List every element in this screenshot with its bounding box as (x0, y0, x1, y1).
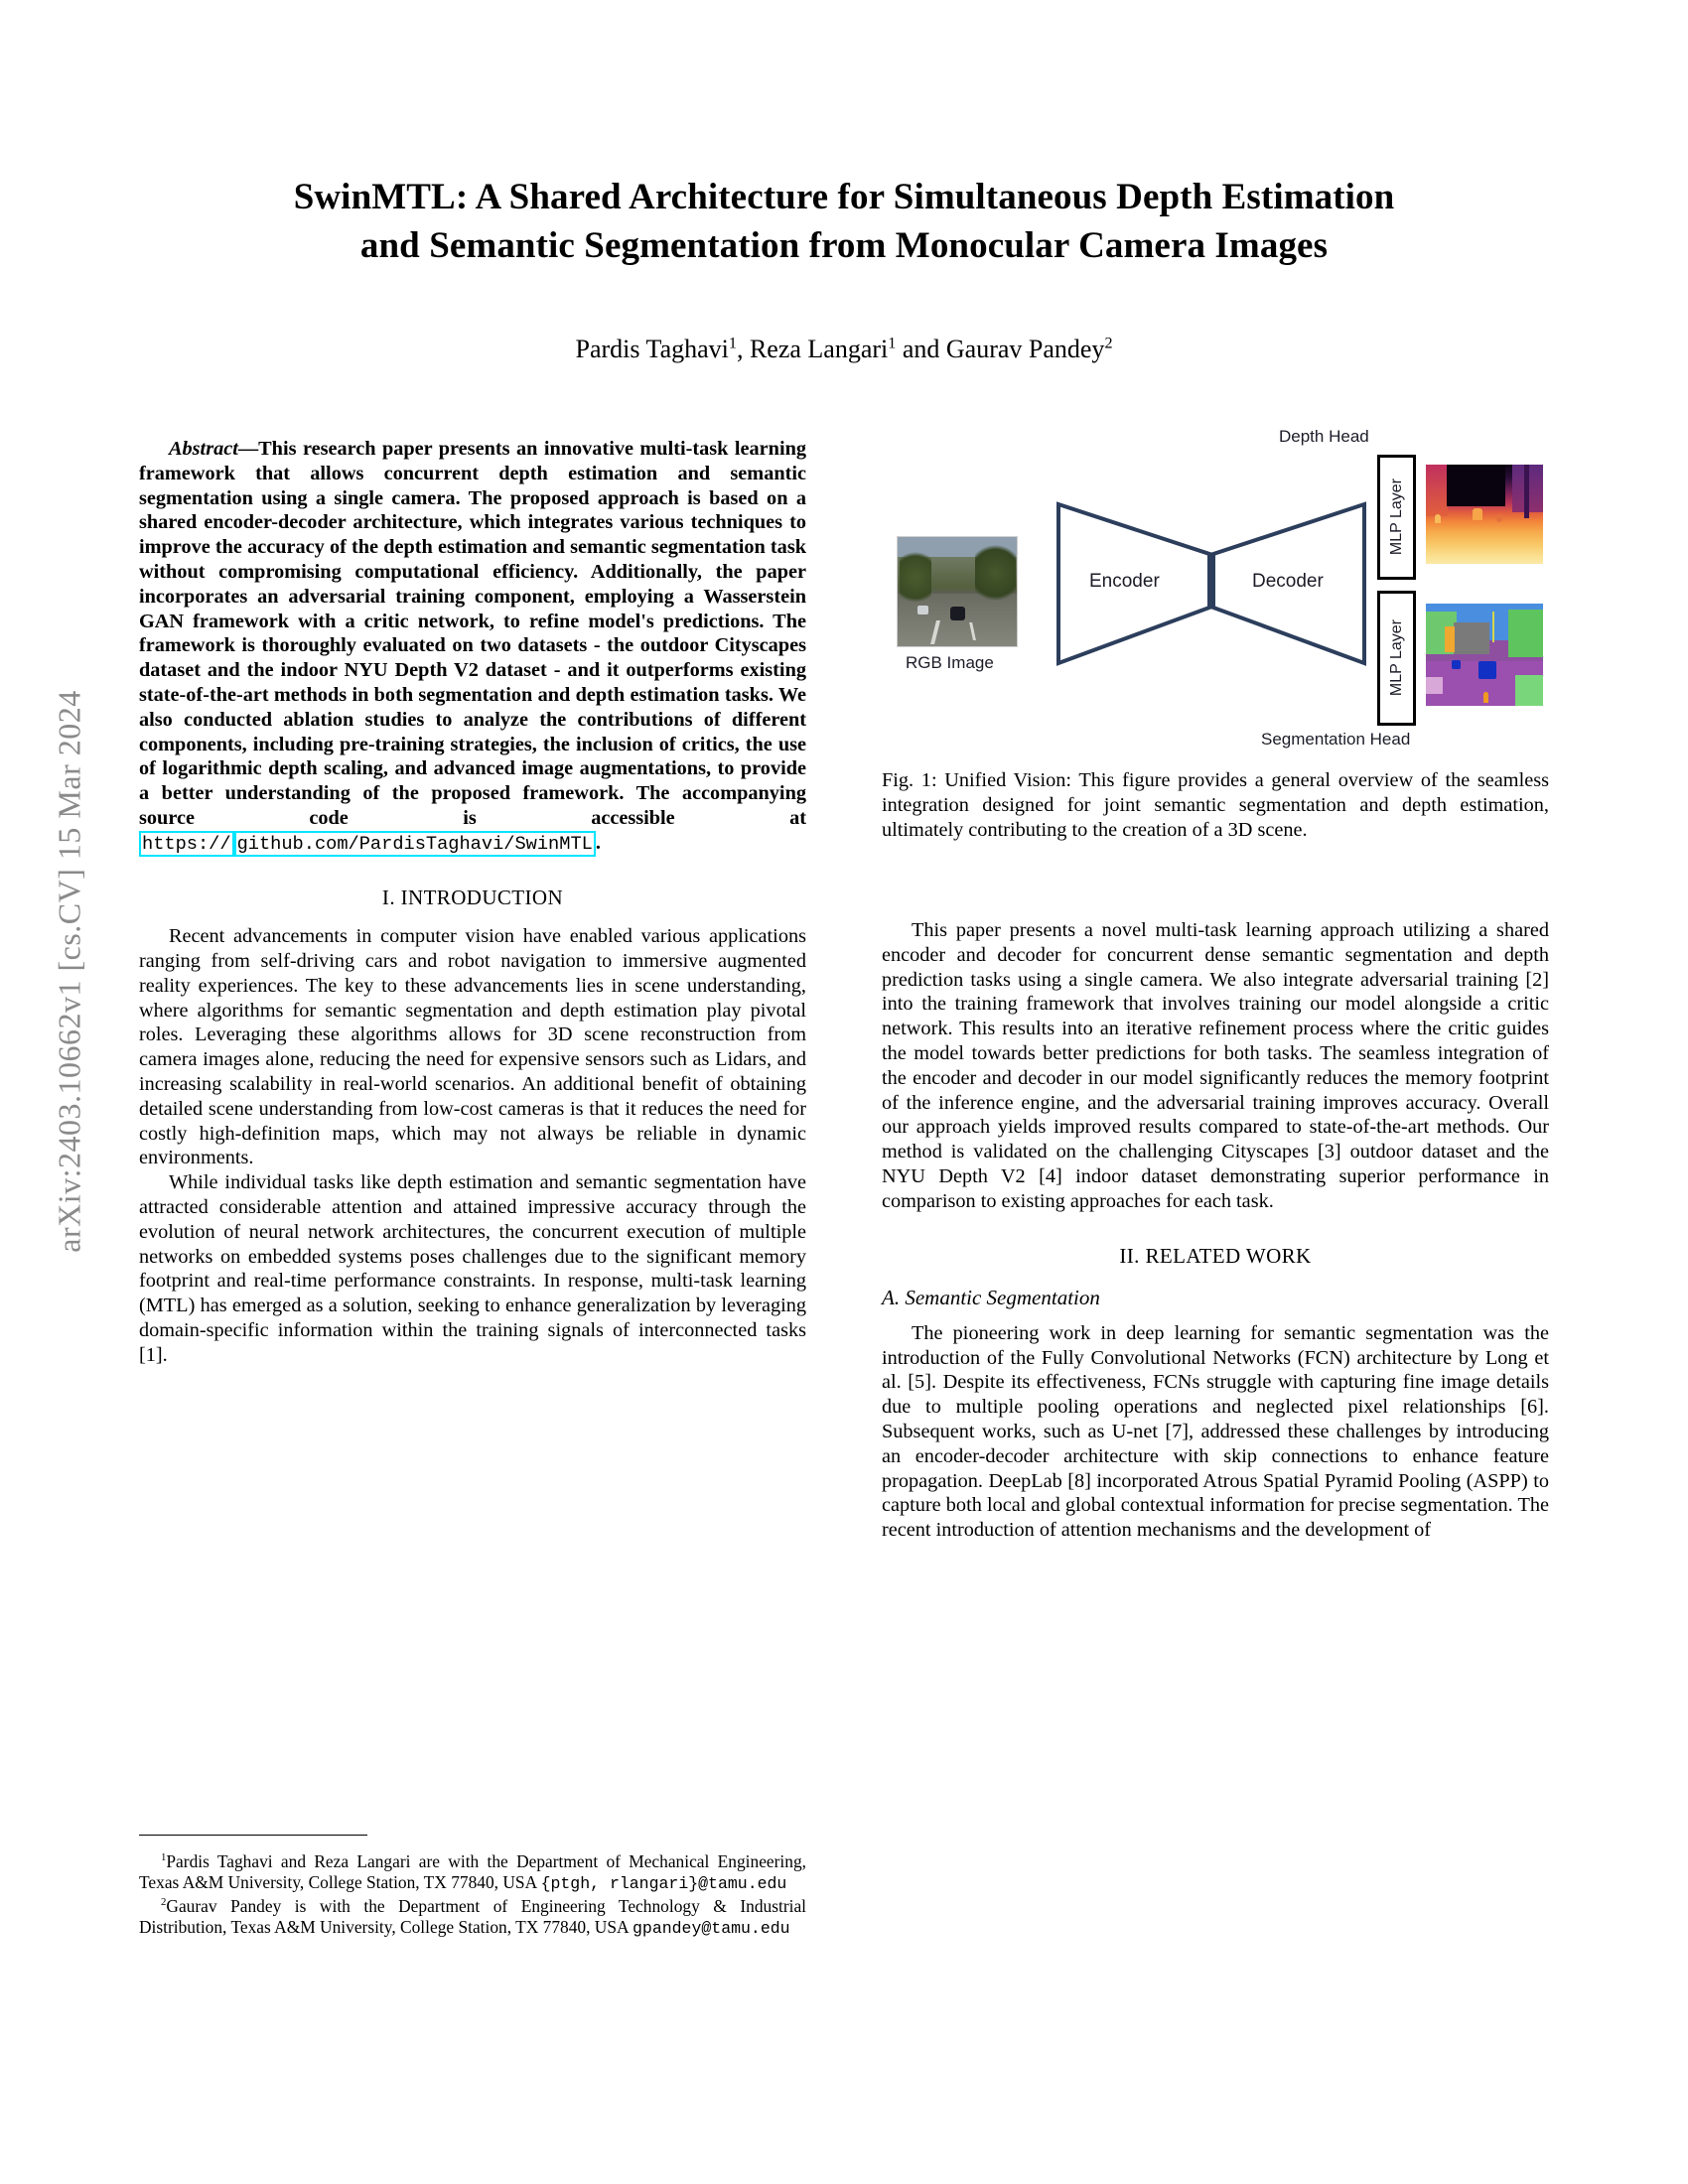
abstract-body: This research paper presents an innovative multi-task learning framework that allows concurrent depth estimation and semantic segmentation using a single camera. The proposed approach is based on a shared encoder-decoder architecture, which integrates various techniques to improve the accuracy of the depth estimation and semantic segmentation task without compromising computational efficiency. Additionally, the paper incorporates an adversarial training component, employing a Wasserstein GAN framework with a critic network, to refine model's predictions. The framework is thoroughly evaluated on two datasets - the outdoor Cityscapes dataset and the indoor NYU Depth V2 dataset - and it outperforms existing state-of-the-art methods in both segmentation and depth estimation tasks. We also conducted ablation studies to analyze the contributions of different components, including pre-training strategies, the inclusion of critics, the use of logarithmic depth scaling, and advanced image augmentations, to provide a better understanding of the proposed framework. The accompanying source code is accessible at (139, 438, 806, 829)
figure-1 (882, 427, 1549, 842)
subsection-heading-semantic-segmentation: A. Semantic Segmentation (882, 1286, 1100, 1310)
depth-object-right (1496, 514, 1502, 522)
arxiv-stamp: arXiv:2403.10662v1 [cs.CV] 15 Mar 2024 (51, 690, 87, 1253)
related-work-paragraph-1: The pioneering work in deep learning for semantic segmentation was the introduction of the Fully Convolutional Networks (FCN) architecture by Long et al. [5]. Despite its effectiveness, FCNs struggle with capturing fine image details due to multiple pooling operations and neglected pixel relationships [6]. Subsequent works, such as U-net [7], addressed these challenges by introducing an encoder-decoder architecture with skip connections to enhance feature propagation. DeepLab [8] incorporated Atrous Spatial Pyramid Pooling (ASPP) to capture both local and global contextual information for precise segmentation. The recent introduction of attention mechanisms and the development of (882, 1321, 1549, 1542)
seg-person (1483, 692, 1488, 703)
seg-sidewalk-left (1426, 677, 1443, 693)
left-column (139, 437, 806, 1368)
footnote-1 (139, 1851, 806, 1894)
segmentation-output-image (1426, 604, 1543, 706)
author-separator-2: and (896, 334, 946, 363)
abstract (139, 437, 806, 856)
footnote-separator (139, 1835, 367, 1836)
intro-paragraph-1: Recent advancements in computer vision have enabled various applications ranging from self-driving cars and robot navigation to immersive augmented reality experiences. The key to these advancements lies in scene understanding, where algorithms for semantic segmentation and depth estimation play pivotal roles. Leveraging these algorithms allows for 3D scene reconstruction from camera images alone, reducing the need for expensive sensors such as Lidars, and increasing scalability in real-world scenarios. An additional benefit of obtaining detailed scene understanding from low-cost cameras is that it reduces the need for costly high-definition maps, which may not always be reliable in dynamic environments. (139, 925, 806, 1169)
author-2-name: Reza Langari (749, 334, 889, 363)
title-line-2: and Semantic Segmentation from Monocular Camera Images (359, 224, 1329, 266)
author-2-affiliation-marker: 1 (888, 335, 897, 351)
source-code-link-part2[interactable]: github.com/PardisTaghavi/SwinMTL (234, 831, 596, 857)
abstract-period: . (595, 831, 601, 854)
page-title (139, 174, 1549, 271)
figure-1-diagram (882, 427, 1549, 754)
source-code-link-part1[interactable]: https:// (139, 831, 234, 857)
title-block (139, 174, 1549, 365)
right-paragraph-1: This paper presents a novel multi-task learning approach utilizing a shared encoder and decoder for concurrent dense semantic segmentation and depth prediction tasks using a single camera. We also integrate adversarial training [2] into the training framework that involves training our model alongside a critic network. This results into an iterative refinement process where the critic guides the model towards better predictions for both tasks. The seamless integration of the encoder and decoder in our model significantly reduces the memory footprint of the inference engine, and the adversarial training improves accuracy. Overall our approach yields improved results compared to state-of-the-art methods. Our method is validated on the challenging Cityscapes [3] outdoor dataset and the NYU Depth V2 [4] indoor dataset demonstrating superior performance in comparison to existing approaches for each task. (882, 919, 1549, 1212)
seg-building-secondary (1445, 626, 1456, 653)
seg-sidewalk-right (1515, 675, 1543, 706)
figure-label-segmentation-head: Segmentation Head (1261, 730, 1411, 749)
abstract-dash: — (237, 438, 259, 460)
footnote-2-marker: 2 (161, 1895, 167, 1908)
figure-label-rgb-image: RGB Image (906, 653, 994, 672)
footnote-1-text: Pardis Taghavi and Reza Langari are with the Department of Mechanical Engineering, Texas A&M University, College Station, TX 77840, USA (139, 1851, 806, 1892)
encoder-label: Encoder (1089, 571, 1160, 592)
author-1-name: Pardis Taghavi (575, 334, 729, 363)
depth-pole (1524, 465, 1529, 518)
section-heading-related-work: II. RELATED WORK (1119, 1243, 1312, 1268)
seg-building (1454, 622, 1488, 655)
mlp-layer-depth-label: MLP Layer (1387, 478, 1405, 556)
mlp-layer-depth-box (1377, 455, 1416, 580)
seg-vegetation-right (1508, 610, 1543, 656)
figure-1-caption: Fig. 1: Unified Vision: This figure provides a general overview of the seamless integration designed for joint semantic segmentation and depth estimation, ultimately contributing to the creation of a 3D scene. (882, 769, 1549, 841)
footnote-1-marker: 1 (161, 1851, 167, 1864)
decoder-label: Decoder (1252, 571, 1324, 592)
footnote-2-text: Gaurav Pandey is with the Department of Engineering Technology & Industrial Distribution, Texas A&M University, College Station, TX 77840, USA (139, 1895, 806, 1937)
author-separator-1: , (736, 334, 750, 363)
intro-paragraph-2: While individual tasks like depth estimation and semantic segmentation have attracted considerable attention and attained impressive accuracy through the evolution of neural network architectures, the concurrent execution of multiple networks on embedded systems poses challenges due to the significant memory footprint and real-time performance constraints. In response, multi-task learning (MTL) has emerged as a solution, seeking to enhance generalization by leveraging domain-specific information within the training signals of interconnected tasks [1]. (139, 1171, 806, 1366)
figure-label-depth-head: Depth Head (1279, 427, 1369, 446)
author-1-affiliation-marker: 1 (728, 335, 737, 351)
author-3-affiliation-marker: 2 (1104, 335, 1113, 351)
footnote-2 (139, 1896, 806, 1939)
footnotes (139, 1851, 806, 1940)
author-list (139, 333, 1549, 366)
mlp-layer-segmentation-label: MLP Layer (1387, 619, 1405, 697)
depth-sky-region (1447, 465, 1505, 506)
footnote-2-email[interactable]: gpandey@tamu.edu (633, 1918, 790, 1938)
depth-building-left (1426, 465, 1448, 516)
right-column (882, 918, 1549, 1543)
section-heading-introduction: I. INTRODUCTION (381, 885, 564, 909)
mlp-layer-segmentation-box (1377, 591, 1416, 726)
depth-output-image (1426, 465, 1543, 564)
footnote-1-email[interactable]: {ptgh, rlangari}@tamu.edu (540, 1873, 787, 1893)
author-3-name: Gaurav Pandey (945, 334, 1105, 363)
title-line-1: SwinMTL: A Shared Architecture for Simultaneous Depth Estimation (293, 177, 1395, 217)
seg-car-primary (1478, 661, 1496, 680)
seg-pole (1492, 612, 1494, 642)
seg-car-secondary (1452, 660, 1461, 669)
depth-object-left (1435, 514, 1441, 523)
abstract-label: Abstract (169, 438, 238, 460)
depth-object-center (1473, 508, 1481, 520)
